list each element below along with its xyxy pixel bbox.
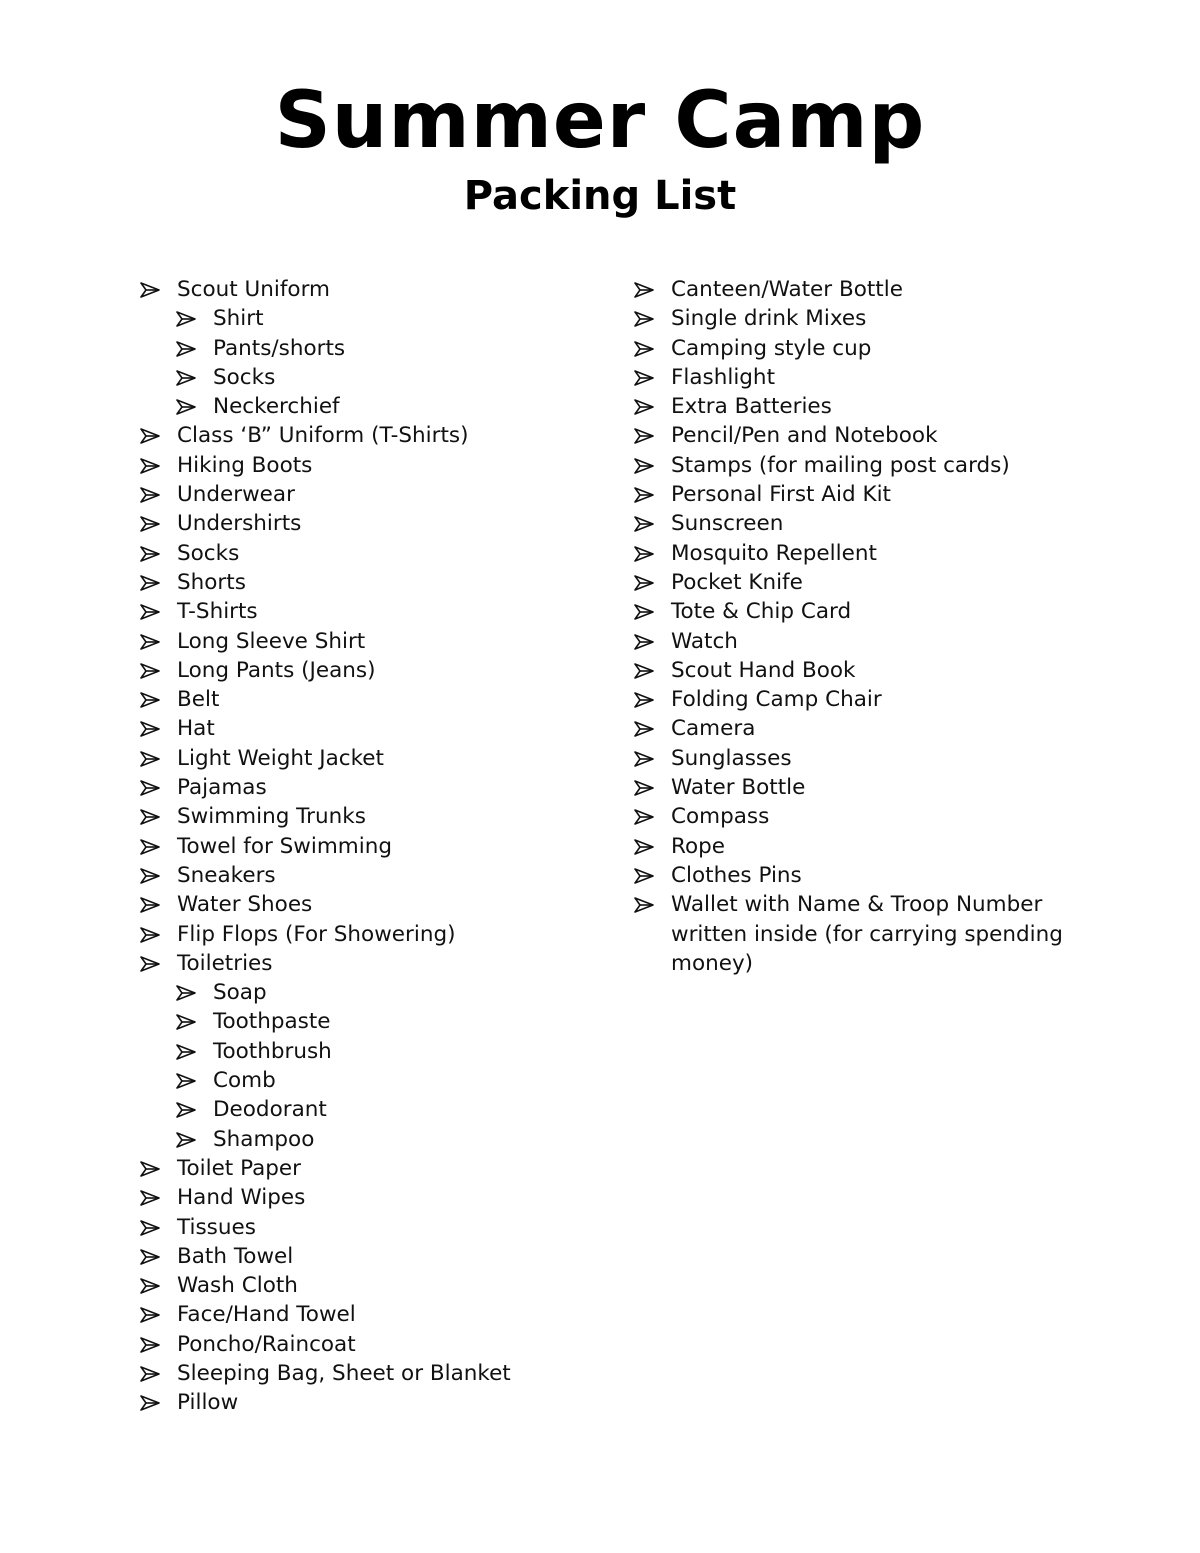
arrowhead-bullet-icon [140,1395,160,1411]
item-label: Pants/shorts [213,335,346,361]
sub-list-item [176,1066,610,1095]
arrowhead-bullet-icon [176,341,196,357]
item-label: Deodorant [213,1097,327,1123]
item-label: Clothes Pins [671,862,802,888]
list-item [140,920,610,949]
arrowhead-bullet-icon [634,370,654,386]
arrowhead-bullet-icon [140,1220,160,1236]
arrowhead-bullet-icon [634,575,654,591]
arrowhead-bullet-icon [140,780,160,796]
arrowhead-bullet-icon [634,721,654,737]
arrowhead-bullet-icon [634,809,654,825]
item-label: Single drink Mixes [671,306,867,332]
item-label: Hand Wipes [177,1185,306,1211]
arrowhead-bullet-icon [176,1014,196,1030]
list-item [634,392,1074,421]
arrowhead-bullet-icon [634,546,654,562]
arrowhead-bullet-icon [634,604,654,620]
list-item [634,656,1074,685]
item-label: Tote & Chip Card [671,599,852,625]
list-item [140,890,610,919]
arrowhead-bullet-icon [140,751,160,767]
list-item [634,802,1074,831]
sub-list-item [176,304,610,333]
list-item [634,334,1074,363]
item-label: Socks [213,364,276,390]
arrowhead-bullet-icon [140,809,160,825]
list-item [140,1213,610,1242]
item-label: Wash Cloth [177,1273,298,1299]
list-item [634,597,1074,626]
arrowhead-bullet-icon [140,1337,160,1353]
arrowhead-bullet-icon [140,546,160,562]
arrowhead-bullet-icon [634,634,654,650]
list-item [140,627,610,656]
list-item [140,597,610,626]
list-item [140,744,610,773]
arrowhead-bullet-icon [634,516,654,532]
item-label: Sunglasses [671,745,792,771]
list-item [140,773,610,802]
item-label: Water Bottle [671,775,806,801]
list-item [634,744,1074,773]
list-item [634,304,1074,333]
list-item [140,656,610,685]
arrowhead-bullet-icon [140,282,160,298]
item-label: Underwear [177,482,295,508]
item-label: Towel for Swimming [177,833,392,859]
item-label: Toiletries [177,950,273,976]
list-item [140,1154,610,1183]
list-item [634,627,1074,656]
arrowhead-bullet-icon [140,956,160,972]
item-label: Face/Hand Towel [177,1302,356,1328]
arrowhead-bullet-icon [140,516,160,532]
item-label: Long Pants (Jeans) [177,657,376,683]
item-label: Flip Flops (For Showering) [177,921,456,947]
sub-list-item [176,392,610,421]
item-label: Compass [671,804,770,830]
item-label: Hiking Boots [177,452,313,478]
list-item [634,832,1074,861]
arrowhead-bullet-icon [140,1190,160,1206]
list-item [140,714,610,743]
arrowhead-bullet-icon [176,399,196,415]
item-label: Poncho/Raincoat [177,1331,356,1357]
arrowhead-bullet-icon [140,663,160,679]
list-item [634,890,1074,978]
item-label: Comb [213,1068,276,1094]
arrowhead-bullet-icon [634,458,654,474]
list-item [140,685,610,714]
arrowhead-bullet-icon [140,634,160,650]
arrowhead-bullet-icon [140,1278,160,1294]
list-item [140,568,610,597]
item-label: Sleeping Bag, Sheet or Blanket [177,1360,511,1386]
list-item [634,685,1074,714]
list-item [140,832,610,861]
item-label: Swimming Trunks [177,804,366,830]
item-label: Camera [671,716,756,742]
item-label: Sneakers [177,862,276,888]
list-item [634,539,1074,568]
list-item [634,714,1074,743]
item-label: Pillow [177,1390,239,1416]
arrowhead-bullet-icon [634,751,654,767]
arrowhead-bullet-icon [634,663,654,679]
arrowhead-bullet-icon [140,839,160,855]
item-label: Socks [177,540,240,566]
item-label: Scout Uniform [177,277,330,302]
item-label: Soap [213,980,267,1006]
sub-list-item [176,1095,610,1124]
item-label: Camping style cup [671,335,872,361]
item-label: Shorts [177,569,246,595]
item-label: Light Weight Jacket [177,745,384,771]
arrowhead-bullet-icon [140,575,160,591]
arrowhead-bullet-icon [176,1044,196,1060]
item-label: Stamps (for mailing post cards) [671,452,1010,478]
arrowhead-bullet-icon [634,868,654,884]
item-label: Belt [177,687,220,713]
list-item [634,363,1074,392]
item-label: Shampoo [213,1126,315,1152]
item-label: Folding Camp Chair [671,687,882,713]
list-item [140,539,610,568]
item-label: Class ‘B” Uniform (T-Shirts) [177,423,469,449]
arrowhead-bullet-icon [140,458,160,474]
list-item [634,861,1074,890]
list-item [140,451,610,480]
item-label: Sunscreen [671,511,784,537]
item-label: Flashlight [671,364,775,390]
item-label: Tissues [177,1214,256,1240]
list-item [140,1300,610,1329]
page-subtitle: Packing List [463,173,737,219]
sub-list-item [176,334,610,363]
arrowhead-bullet-icon [140,1161,160,1177]
arrowhead-bullet-icon [140,487,160,503]
item-label: Pencil/Pen and Notebook [671,423,938,449]
list-item [634,568,1074,597]
arrowhead-bullet-icon [176,1102,196,1118]
list-item [634,275,1074,304]
item-label: T-Shirts [177,599,258,625]
item-label: Neckerchief [213,394,340,420]
arrowhead-bullet-icon [176,370,196,386]
list-item [140,861,610,890]
arrowhead-bullet-icon [140,868,160,884]
item-label: Scout Hand Book [671,657,856,683]
item-label: Personal First Aid Kit [671,482,891,508]
item-label: Toothbrush [213,1038,332,1064]
list-item [634,480,1074,509]
list-item [140,421,610,450]
item-label: Undershirts [177,511,302,537]
sub-list-item [176,1125,610,1154]
arrowhead-bullet-icon [176,985,196,1001]
list-item [634,421,1074,450]
list-item [140,1359,610,1388]
sub-list-item [176,363,610,392]
arrowhead-bullet-icon [140,1366,160,1382]
arrowhead-bullet-icon [140,604,160,620]
item-label: Long Sleeve Shirt [177,628,366,654]
item-label: Toilet Paper [177,1155,301,1181]
sub-list-item [176,1037,610,1066]
list-item [140,1183,610,1212]
arrowhead-bullet-icon [140,721,160,737]
arrowhead-bullet-icon [176,1073,196,1089]
arrowhead-bullet-icon [634,282,654,298]
item-label: Pajamas [177,775,267,801]
arrowhead-bullet-icon [634,428,654,444]
item-label: Toothpaste [213,1009,331,1035]
item-label: Watch [671,628,738,654]
arrowhead-bullet-icon [634,311,654,327]
arrowhead-bullet-icon [140,428,160,444]
arrowhead-bullet-icon [634,839,654,855]
arrowhead-bullet-icon [140,897,160,913]
list-item [140,1242,610,1271]
list-item [634,509,1074,538]
list-item [140,1330,610,1359]
left-column-list [140,275,610,1418]
list-item [140,949,610,978]
item-label: Pocket Knife [671,569,803,595]
list-item [140,480,610,509]
arrowhead-bullet-icon [634,399,654,415]
arrowhead-bullet-icon [634,692,654,708]
page-title: Summer Camp [274,76,926,166]
sub-list-item [176,1007,610,1036]
arrowhead-bullet-icon [140,927,160,943]
item-label: Hat [177,716,215,742]
list-item [634,773,1074,802]
arrowhead-bullet-icon [140,1249,160,1265]
arrowhead-bullet-icon [634,487,654,503]
item-label: Wallet with Name & Troop Number written inside (for carrying spending money) [671,892,1063,976]
arrowhead-bullet-icon [140,1307,160,1323]
list-item [140,1271,610,1300]
arrowhead-bullet-icon [634,341,654,357]
list-item [140,509,610,538]
list-item [634,451,1074,480]
item-label: Water Shoes [177,892,313,918]
right-column-list [634,275,1074,978]
item-label: Shirt [213,306,264,332]
item-label: Rope [671,833,726,859]
arrowhead-bullet-icon [176,1132,196,1148]
item-label: Mosquito Repellent [671,540,877,566]
item-label: Extra Batteries [671,394,832,420]
arrowhead-bullet-icon [140,692,160,708]
list-item [140,275,610,304]
arrowhead-bullet-icon [634,780,654,796]
item-label: Bath Towel [177,1243,294,1269]
item-label: Canteen/Water Bottle [671,277,903,302]
sub-list-item [176,978,610,1007]
list-item [140,802,610,831]
arrowhead-bullet-icon [176,311,196,327]
arrowhead-bullet-icon [634,897,654,913]
list-item [140,1388,610,1417]
